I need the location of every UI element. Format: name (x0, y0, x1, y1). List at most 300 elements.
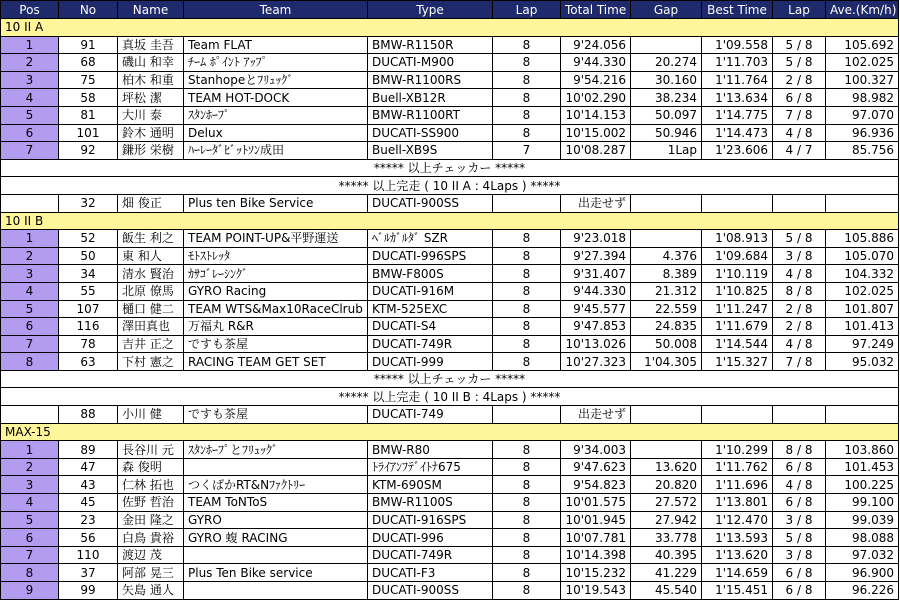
best-lap-cell: 5 / 8 (773, 54, 826, 72)
type-cell: DUCATI-F3 (368, 564, 493, 582)
lap-cell (493, 194, 561, 212)
result-row (1, 106, 899, 124)
team-cell: GYRO (184, 511, 368, 529)
position-cell: 9 (1, 582, 59, 600)
position-cell: 7 (1, 142, 59, 160)
result-row (1, 89, 899, 107)
best-time-cell: 1'15.451 (702, 582, 773, 600)
class-group-row (1, 19, 899, 37)
type-cell: BMW-R1100RT (368, 106, 493, 124)
empty-cell (702, 406, 773, 424)
gap-cell: 20.820 (631, 476, 702, 494)
team-cell: Team FLAT (184, 36, 368, 54)
average-speed-cell: 100.225 (826, 476, 899, 494)
type-cell: BMW-F800S (368, 265, 493, 283)
lap-cell: 8 (493, 582, 561, 600)
team-cell: ｽﾀﾝﾎｰﾌﾟとﾌﾘｭｯｸﾞ (184, 441, 368, 459)
class-group-row (1, 212, 899, 230)
gap-cell: 22.559 (631, 300, 702, 318)
header-no: No (59, 1, 118, 19)
type-cell: DUCATI-900SS (368, 582, 493, 600)
team-cell: 万福丸 R&R (184, 318, 368, 336)
position-cell: 2 (1, 458, 59, 476)
header-total-time: Total Time (561, 1, 631, 19)
rider-name-cell: 柏木 和重 (118, 71, 184, 89)
lap-cell: 8 (493, 247, 561, 265)
position-cell: 4 (1, 89, 59, 107)
team-cell: TEAM HOT-DOCK (184, 89, 368, 107)
number-cell: 32 (59, 194, 118, 212)
total-time-cell: 9'31.407 (561, 265, 631, 283)
average-speed-cell: 105.692 (826, 36, 899, 54)
position-cell: 7 (1, 546, 59, 564)
result-row (1, 529, 899, 547)
gap-cell: 20.274 (631, 54, 702, 72)
number-cell: 101 (59, 124, 118, 142)
rider-name-cell: 東 和人 (118, 247, 184, 265)
total-time-cell: 10'07.781 (561, 529, 631, 547)
rider-name-cell: 鈴木 通明 (118, 124, 184, 142)
number-cell: 78 (59, 335, 118, 353)
note-row (1, 370, 899, 388)
result-row (1, 582, 899, 600)
lap-cell: 8 (493, 36, 561, 54)
team-cell: ｽﾀﾝﾎｰﾌﾟ (184, 106, 368, 124)
position-cell: 2 (1, 247, 59, 265)
best-lap-cell: 2 / 8 (773, 71, 826, 89)
total-time-cell: 10'14.398 (561, 546, 631, 564)
lap-cell: 8 (493, 282, 561, 300)
rider-name-cell: 飯生 利之 (118, 230, 184, 248)
note-text: ***** 以上チェッカー ***** (1, 370, 899, 388)
total-time-cell: 9'54.823 (561, 476, 631, 494)
header-row (1, 1, 899, 19)
type-cell: DUCATI-SS900 (368, 124, 493, 142)
position-cell: 6 (1, 529, 59, 547)
lap-cell: 8 (493, 494, 561, 512)
result-row (1, 230, 899, 248)
average-speed-cell: 101.453 (826, 458, 899, 476)
position-cell: 3 (1, 476, 59, 494)
number-cell: 23 (59, 511, 118, 529)
average-speed-cell: 99.039 (826, 511, 899, 529)
best-lap-cell: 8 / 8 (773, 441, 826, 459)
gap-cell: 40.395 (631, 546, 702, 564)
average-speed-cell: 102.025 (826, 282, 899, 300)
number-cell: 88 (59, 406, 118, 424)
type-cell: DUCATI-M900 (368, 54, 493, 72)
header-average-speed: Ave.(Km/h) (826, 1, 899, 19)
result-row (1, 564, 899, 582)
team-cell: TEAM POINT-UP&平野運送 (184, 230, 368, 248)
average-speed-cell: 105.886 (826, 230, 899, 248)
best-time-cell: 1'14.544 (702, 335, 773, 353)
rider-name-cell: 小川 健 (118, 406, 184, 424)
best-lap-cell: 5 / 8 (773, 36, 826, 54)
number-cell: 75 (59, 71, 118, 89)
type-cell: DUCATI-749 (368, 406, 493, 424)
gap-cell: 24.835 (631, 318, 702, 336)
number-cell: 116 (59, 318, 118, 336)
position-cell: 7 (1, 335, 59, 353)
average-speed-cell: 96.226 (826, 582, 899, 600)
rider-name-cell: 真坂 圭吾 (118, 36, 184, 54)
header-lap: Lap (493, 1, 561, 19)
team-cell: ですも茶屋 (184, 335, 368, 353)
number-cell: 107 (59, 300, 118, 318)
header-team: Team (184, 1, 368, 19)
type-cell: DUCATI-999 (368, 353, 493, 371)
number-cell: 81 (59, 106, 118, 124)
total-time-cell: 9'47.853 (561, 318, 631, 336)
rider-name-cell: 吉井 正之 (118, 335, 184, 353)
average-speed-cell: 101.807 (826, 300, 899, 318)
position-cell: 3 (1, 265, 59, 283)
average-speed-cell: 96.900 (826, 564, 899, 582)
best-lap-cell: 4 / 8 (773, 335, 826, 353)
gap-cell: 30.160 (631, 71, 702, 89)
gap-cell: 50.008 (631, 335, 702, 353)
best-time-cell: 1'13.593 (702, 529, 773, 547)
gap-cell: 27.572 (631, 494, 702, 512)
best-lap-cell: 5 / 8 (773, 529, 826, 547)
type-cell: DUCATI-900SS (368, 194, 493, 212)
gap-cell: 1'04.305 (631, 353, 702, 371)
best-time-cell: 1'10.119 (702, 265, 773, 283)
result-row (1, 282, 899, 300)
team-cell: Delux (184, 124, 368, 142)
position-cell: 8 (1, 564, 59, 582)
best-lap-cell: 4 / 8 (773, 476, 826, 494)
type-cell: ﾍﾞﾙｶﾞﾙﾀﾞ SZR (368, 230, 493, 248)
status-cell: 出走せず (561, 194, 631, 212)
total-time-cell: 9'34.003 (561, 441, 631, 459)
result-row (1, 54, 899, 72)
total-time-cell: 10'08.287 (561, 142, 631, 160)
total-time-cell: 10'13.026 (561, 335, 631, 353)
position-cell: 8 (1, 353, 59, 371)
team-cell: Stanhopeとﾌﾘｭｯｸﾞ (184, 71, 368, 89)
best-lap-cell: 6 / 8 (773, 458, 826, 476)
lap-cell: 8 (493, 318, 561, 336)
rider-name-cell: 金田 隆之 (118, 511, 184, 529)
type-cell: DUCATI-916SPS (368, 511, 493, 529)
total-time-cell: 10'14.153 (561, 106, 631, 124)
type-cell: Buell-XB12R (368, 89, 493, 107)
best-time-cell: 1'14.659 (702, 564, 773, 582)
result-row (1, 458, 899, 476)
total-time-cell: 9'27.394 (561, 247, 631, 265)
team-cell (184, 582, 368, 600)
best-time-cell: 1'09.558 (702, 36, 773, 54)
rider-name-cell: 仁林 拓也 (118, 476, 184, 494)
total-time-cell: 10'02.290 (561, 89, 631, 107)
dns-row (1, 406, 899, 424)
lap-cell: 8 (493, 124, 561, 142)
average-speed-cell: 97.070 (826, 106, 899, 124)
lap-cell: 8 (493, 441, 561, 459)
rider-name-cell: 磯山 和幸 (118, 54, 184, 72)
total-time-cell: 9'44.330 (561, 54, 631, 72)
lap-cell: 8 (493, 458, 561, 476)
best-lap-cell: 6 / 8 (773, 582, 826, 600)
note-text: ***** 以上チェッカー ***** (1, 159, 899, 177)
type-cell: DUCATI-996 (368, 529, 493, 547)
result-row (1, 300, 899, 318)
result-row (1, 335, 899, 353)
result-row (1, 318, 899, 336)
average-speed-cell: 95.032 (826, 353, 899, 371)
gap-cell: 38.234 (631, 89, 702, 107)
result-row (1, 511, 899, 529)
best-time-cell: 1'13.620 (702, 546, 773, 564)
position-cell: 4 (1, 282, 59, 300)
type-cell: DUCATI-996SPS (368, 247, 493, 265)
number-cell: 56 (59, 529, 118, 547)
total-time-cell: 9'47.623 (561, 458, 631, 476)
header-pos: Pos (1, 1, 59, 19)
gap-cell: 8.389 (631, 265, 702, 283)
result-row (1, 247, 899, 265)
position-cell: 1 (1, 441, 59, 459)
total-time-cell: 9'23.018 (561, 230, 631, 248)
header-gap: Gap (631, 1, 702, 19)
rider-name-cell: 森 俊明 (118, 458, 184, 476)
empty-cell (631, 406, 702, 424)
best-lap-cell: 6 / 8 (773, 494, 826, 512)
result-row (1, 546, 899, 564)
type-cell: BMW-R1150R (368, 36, 493, 54)
rider-name-cell: 大川 泰 (118, 106, 184, 124)
note-row (1, 388, 899, 406)
lap-cell: 8 (493, 353, 561, 371)
result-row (1, 142, 899, 160)
average-speed-cell: 100.327 (826, 71, 899, 89)
empty-cell (826, 194, 899, 212)
best-lap-cell: 8 / 8 (773, 282, 826, 300)
number-cell: 68 (59, 54, 118, 72)
position-cell: 2 (1, 54, 59, 72)
lap-cell: 8 (493, 511, 561, 529)
result-row (1, 441, 899, 459)
best-lap-cell: 3 / 8 (773, 511, 826, 529)
position-cell: 6 (1, 318, 59, 336)
team-cell: GYRO 蝮 RACING (184, 529, 368, 547)
result-row (1, 124, 899, 142)
position-cell: 5 (1, 300, 59, 318)
rider-name-cell: 清水 賢治 (118, 265, 184, 283)
best-time-cell: 1'11.696 (702, 476, 773, 494)
lap-cell: 8 (493, 106, 561, 124)
header-name: Name (118, 1, 184, 19)
type-cell: KTM-525EXC (368, 300, 493, 318)
best-time-cell: 1'13.801 (702, 494, 773, 512)
team-cell: ﾓﾄｽﾄﾚｯﾀ (184, 247, 368, 265)
gap-cell: 50.097 (631, 106, 702, 124)
gap-cell: 50.946 (631, 124, 702, 142)
total-time-cell: 10'01.575 (561, 494, 631, 512)
type-cell: ﾄﾗｲｱﾝﾌﾃﾞｲﾄﾅ675 (368, 458, 493, 476)
rider-name-cell: 白鳥 貴裕 (118, 529, 184, 547)
number-cell: 52 (59, 230, 118, 248)
rider-name-cell: 鎌形 栄樹 (118, 142, 184, 160)
average-speed-cell: 96.936 (826, 124, 899, 142)
gap-cell: 13.620 (631, 458, 702, 476)
empty-cell (702, 194, 773, 212)
rider-name-cell: 澤田真也 (118, 318, 184, 336)
best-lap-cell: 3 / 8 (773, 546, 826, 564)
type-cell: DUCATI-S4 (368, 318, 493, 336)
lap-cell: 8 (493, 265, 561, 283)
total-time-cell: 9'54.216 (561, 71, 631, 89)
total-time-cell: 9'24.056 (561, 36, 631, 54)
best-lap-cell: 2 / 8 (773, 318, 826, 336)
rider-name-cell: 渡辺 茂 (118, 546, 184, 564)
team-cell (184, 546, 368, 564)
best-lap-cell: 7 / 8 (773, 106, 826, 124)
position-cell: 1 (1, 36, 59, 54)
best-time-cell: 1'14.473 (702, 124, 773, 142)
gap-cell (631, 441, 702, 459)
rider-name-cell: 樋口 健二 (118, 300, 184, 318)
note-row (1, 177, 899, 195)
position-cell: 6 (1, 124, 59, 142)
average-speed-cell: 99.100 (826, 494, 899, 512)
result-row (1, 476, 899, 494)
best-time-cell: 1'11.764 (702, 71, 773, 89)
lap-cell: 8 (493, 546, 561, 564)
total-time-cell: 10'15.232 (561, 564, 631, 582)
team-cell (184, 458, 368, 476)
average-speed-cell: 97.249 (826, 335, 899, 353)
best-lap-cell: 2 / 8 (773, 300, 826, 318)
best-time-cell: 1'11.703 (702, 54, 773, 72)
type-cell: DUCATI-749R (368, 546, 493, 564)
number-cell: 91 (59, 36, 118, 54)
type-cell: BMW-R1100S (368, 494, 493, 512)
team-cell: TEAM WTS&Max10RaceClrub (184, 300, 368, 318)
number-cell: 45 (59, 494, 118, 512)
average-speed-cell: 85.756 (826, 142, 899, 160)
gap-cell (631, 230, 702, 248)
status-cell: 出走せず (561, 406, 631, 424)
lap-cell: 8 (493, 564, 561, 582)
total-time-cell: 10'27.323 (561, 353, 631, 371)
number-cell: 110 (59, 546, 118, 564)
pos-cell (1, 194, 59, 212)
best-time-cell: 1'10.299 (702, 441, 773, 459)
result-row (1, 71, 899, 89)
total-time-cell: 9'44.330 (561, 282, 631, 300)
class-group-label: 10 II A (1, 19, 899, 37)
number-cell: 43 (59, 476, 118, 494)
team-cell: ｶｻｺﾞﾚｰｼﾝｸﾞ (184, 265, 368, 283)
lap-cell: 8 (493, 529, 561, 547)
empty-cell (773, 194, 826, 212)
position-cell: 4 (1, 494, 59, 512)
rider-name-cell: 坪松 潔 (118, 89, 184, 107)
team-cell: ﾁｰﾑ ﾎﾟｲﾝﾄ ｱｯﾌﾟ (184, 54, 368, 72)
team-cell: ﾊｰﾚｰﾀﾞﾋﾞｯﾄｿﾝ成田 (184, 142, 368, 160)
type-cell: BMW-R80 (368, 441, 493, 459)
best-lap-cell: 6 / 8 (773, 89, 826, 107)
gap-cell (631, 36, 702, 54)
team-cell: Plus ten Bike Service (184, 194, 368, 212)
lap-cell: 8 (493, 54, 561, 72)
class-group-label: 10 II B (1, 212, 899, 230)
class-group-row (1, 423, 899, 441)
best-lap-cell: 4 / 7 (773, 142, 826, 160)
best-time-cell: 1'23.606 (702, 142, 773, 160)
rider-name-cell: 畑 俊正 (118, 194, 184, 212)
empty-cell (826, 406, 899, 424)
position-cell: 5 (1, 106, 59, 124)
rider-name-cell: 矢島 通人 (118, 582, 184, 600)
note-text: ***** 以上完走 ( 10 II A : 4Laps ) ***** (1, 177, 899, 195)
number-cell: 34 (59, 265, 118, 283)
number-cell: 92 (59, 142, 118, 160)
team-cell: つくばかRT&Nﾌｧｸﾄﾘｰ (184, 476, 368, 494)
best-lap-cell: 6 / 8 (773, 564, 826, 582)
best-time-cell: 1'10.825 (702, 282, 773, 300)
team-cell: RACING TEAM GET SET (184, 353, 368, 371)
average-speed-cell: 101.413 (826, 318, 899, 336)
rider-name-cell: 長谷川 元 (118, 441, 184, 459)
type-cell: BMW-R1100RS (368, 71, 493, 89)
gap-cell: 45.540 (631, 582, 702, 600)
result-row (1, 353, 899, 371)
gap-cell: 33.778 (631, 529, 702, 547)
gap-cell: 27.942 (631, 511, 702, 529)
type-cell: DUCATI-749R (368, 335, 493, 353)
header-type: Type (368, 1, 493, 19)
result-row (1, 36, 899, 54)
team-cell: Plus Ten Bike service (184, 564, 368, 582)
dns-row (1, 194, 899, 212)
total-time-cell: 10'19.543 (561, 582, 631, 600)
lap-cell: 8 (493, 89, 561, 107)
rider-name-cell: 下村 憲之 (118, 353, 184, 371)
lap-cell: 7 (493, 142, 561, 160)
pos-cell (1, 406, 59, 424)
average-speed-cell: 105.070 (826, 247, 899, 265)
number-cell: 50 (59, 247, 118, 265)
best-lap-cell: 3 / 8 (773, 247, 826, 265)
gap-cell: 1Lap (631, 142, 702, 160)
best-time-cell: 1'09.684 (702, 247, 773, 265)
gap-cell: 4.376 (631, 247, 702, 265)
total-time-cell: 9'45.577 (561, 300, 631, 318)
number-cell: 47 (59, 458, 118, 476)
best-time-cell: 1'15.327 (702, 353, 773, 371)
gap-cell: 21.312 (631, 282, 702, 300)
best-time-cell: 1'08.913 (702, 230, 773, 248)
number-cell: 37 (59, 564, 118, 582)
lap-cell: 8 (493, 335, 561, 353)
number-cell: 99 (59, 582, 118, 600)
best-time-cell: 1'11.247 (702, 300, 773, 318)
lap-cell: 8 (493, 476, 561, 494)
best-lap-cell: 4 / 8 (773, 124, 826, 142)
result-row (1, 494, 899, 512)
empty-cell (631, 194, 702, 212)
lap-cell: 8 (493, 71, 561, 89)
team-cell: ですも茶屋 (184, 406, 368, 424)
results-body (1, 19, 899, 600)
best-lap-cell: 5 / 8 (773, 230, 826, 248)
best-lap-cell: 4 / 8 (773, 265, 826, 283)
lap-cell: 8 (493, 230, 561, 248)
